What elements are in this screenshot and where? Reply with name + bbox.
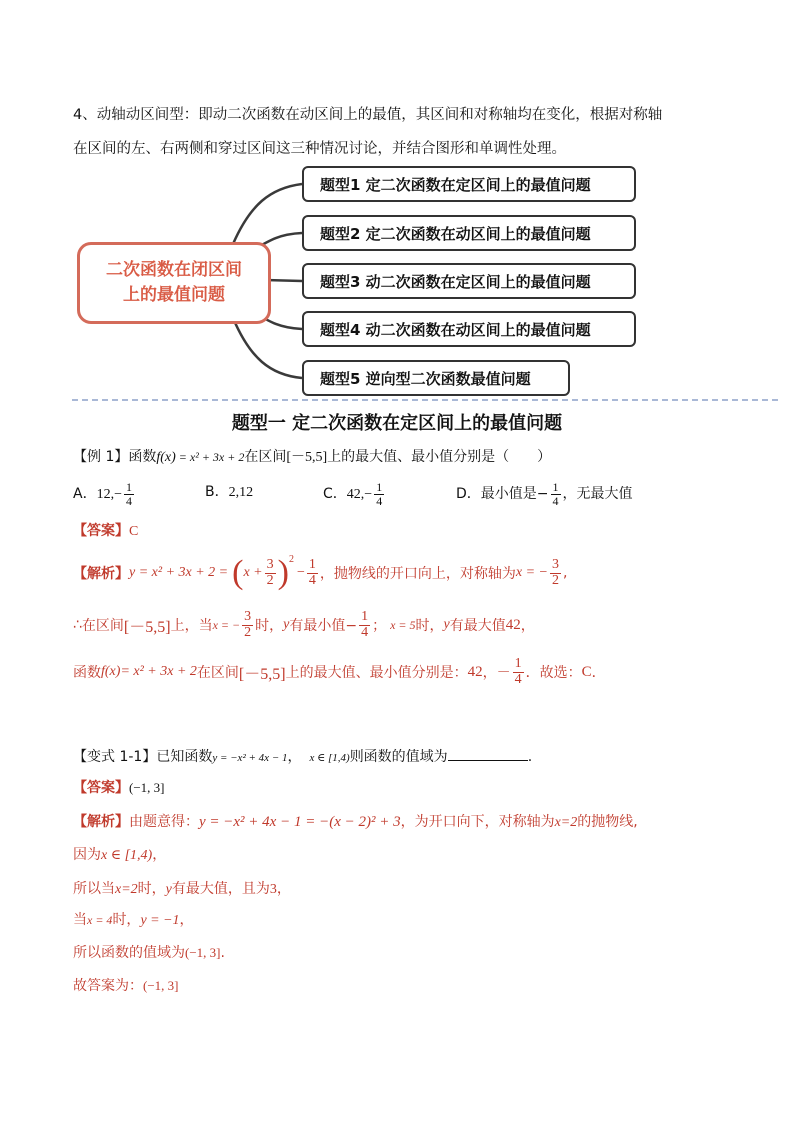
option-c-fraction [374, 481, 384, 507]
example1-analysis-line-1: 【解析】 y = x² + 3x + 2 = ( x + $\frac{3}{2}$ ) 2 − $\frac{1}{4}$ ，抛物线的开口向上，对称轴为 x = − $\frac{3}{2}$ , [73, 554, 568, 591]
analysis2-x5: x = 5 [390, 617, 416, 632]
analysis-fraction-1-4 [307, 558, 318, 588]
mindmap-branch-4: 题型4 动二次函数在动区间上的最值问题 [302, 311, 636, 347]
variant1-l2-expr: x ∈ [1,4) [101, 848, 153, 863]
answer-blank [448, 746, 528, 761]
fraction-numerator: 3 [266, 556, 274, 572]
variant1-answer [73, 777, 165, 797]
fraction-numerator: 1 [514, 655, 522, 671]
option-b-value: 2,12 [228, 485, 254, 500]
option-c-label: C． [323, 486, 347, 503]
analysis-minus: − [296, 565, 305, 580]
analysis2-text-2: 上，当 [170, 618, 213, 634]
variant1-l2-end: ， [152, 847, 167, 863]
analysis3-choice: C [581, 663, 592, 680]
analysis3-end: ． [591, 665, 606, 681]
analysis2-y: y [283, 617, 290, 632]
fraction-numerator: 1 [125, 480, 132, 494]
paren-open: ( [232, 554, 244, 591]
intro-line-2: 在区间的左、右两侧和穿过区间这三种情况讨论，并结合图形和单调性处理。 [73, 141, 566, 157]
answer-tag: 【答案】 [73, 523, 129, 539]
paren-close: ) [277, 554, 289, 591]
analysis2-fraction-3-2 [242, 610, 253, 640]
variant1-text-1: 已知函数 [156, 749, 213, 765]
variant1-comma: ， [287, 749, 302, 765]
intro-line-1: 4、动轴动区间型：即动二次函数在动区间上的最值，其区间和对称轴均在变化，根据对称轴 [73, 107, 663, 123]
option-a-fraction [124, 481, 134, 507]
option-b-label: B． [205, 484, 229, 500]
variant1-end: . [527, 749, 533, 765]
variant1-answer-value: (−1, 3] [129, 780, 165, 795]
analysis3-interval: [－5,5] [238, 665, 286, 683]
variant1-question [73, 746, 532, 766]
variant1-l1-axis: x=2 [554, 815, 578, 830]
analysis3-text-3: 上的最大值、最小值分别是： [285, 665, 468, 681]
fraction-denominator: 4 [361, 624, 369, 640]
analysis2-x: x = − [212, 617, 241, 632]
option-d-text-2: ，无最大值 [562, 486, 633, 503]
fraction-numerator: 1 [376, 480, 383, 494]
option-d-text-1: 最小值是− [480, 486, 549, 503]
mindmap-branch-5: 题型5 逆向型二次函数最值问题 [302, 360, 570, 396]
variant1-expr: y = −x² + 4x − 1 [212, 752, 288, 764]
variant1-analysis-line-5 [73, 942, 225, 962]
analysis-text-1: ，抛物线的开口向上，对称轴为 [319, 566, 516, 582]
analysis2-text-5: ； [372, 618, 387, 634]
example1-interval: [－5,5] [286, 450, 328, 465]
mindmap-center-node [77, 242, 271, 324]
variant1-l4-x: x = 4 [87, 913, 113, 927]
variant1-l3-val: 3 [269, 882, 277, 897]
example1-answer [73, 520, 138, 540]
analysis3-text-4: ．故选： [525, 665, 582, 681]
variant1-l5-end: . [220, 945, 225, 961]
variant1-l3-text-3: 有最大值，且为 [171, 881, 270, 897]
fraction-denominator: 2 [551, 572, 559, 588]
analysis3-text-1: 函数 [73, 665, 101, 681]
variant1-analysis-line-1 [73, 811, 638, 831]
analysis2-text-6: 时， [415, 618, 444, 634]
variant1-l5-text: 所以函数的值域为 [73, 945, 185, 961]
fraction-denominator: 4 [125, 493, 132, 508]
variant1-l4-text-1: 当 [73, 912, 87, 928]
fraction-denominator: 4 [376, 493, 383, 508]
variant1-analysis-tag: 【解析】 [73, 814, 129, 830]
section-title: 题型一 定二次函数在定区间上的最值问题 [231, 413, 563, 434]
mindmap-center-line-1: 二次函数在闭区间 [106, 260, 242, 281]
option-c-value: 42,− [346, 487, 373, 503]
example1-func-expr: = x² + 3x + 2 [175, 450, 245, 464]
option-a-label: A． [73, 486, 97, 503]
example1-interval-word: 在区间 [244, 449, 287, 465]
fraction-numerator: 1 [552, 480, 559, 494]
fraction-numerator: 1 [361, 608, 369, 624]
fraction-denominator: 2 [244, 624, 252, 640]
example1-tag: 【例 1】 [73, 449, 129, 465]
fraction-denominator: 4 [514, 671, 522, 687]
option-d-fraction [551, 481, 561, 507]
example1-func-f: f [156, 450, 161, 465]
variant1-l4-y: y = −1 [140, 913, 180, 928]
analysis3-expr: = x² + 3x + 2 [120, 664, 197, 679]
analysis3-fraction-1-4 [513, 657, 524, 687]
option-b [205, 481, 253, 501]
analysis-axis: x = − [515, 565, 548, 580]
variant1-text-2: 则函数的值域为 [349, 749, 448, 765]
section-divider [72, 399, 778, 401]
example1-options [73, 473, 733, 513]
variant1-analysis-line-6 [73, 975, 179, 995]
option-d-label: D． [456, 486, 481, 503]
variant1-answer-tag: 【答案】 [73, 780, 129, 796]
example1-analysis-line-3 [73, 650, 606, 694]
variant1-l3-text-1: 所以当 [73, 881, 115, 897]
example1-func-paren: (x) [160, 450, 176, 465]
variant1-l2-text: 因为 [73, 847, 101, 863]
analysis-fraction-3-2 [265, 558, 276, 588]
analysis2-text-4: 有最小值− [289, 618, 358, 634]
example1-lead: 函数 [128, 449, 157, 465]
variant1-l1-text-3: 的抛物线, [577, 814, 638, 830]
analysis3-val-1: 42 [467, 663, 483, 680]
analysis3-comma: ，－ [482, 665, 511, 681]
example1-analysis-line-2 [73, 602, 535, 648]
fraction-denominator: 2 [266, 572, 274, 588]
mindmap-branch-2: 题型2 定二次函数在动区间上的最值问题 [302, 215, 636, 251]
analysis2-text-7: 有最大值 [449, 618, 506, 634]
fraction-numerator: 3 [551, 556, 559, 572]
analysis2-fraction-1-4 [359, 610, 370, 640]
variant1-l3-end: ， [276, 881, 291, 897]
mindmap-center-line-2: 上的最值问题 [123, 285, 225, 305]
fraction-numerator: 1 [308, 556, 316, 572]
option-c [323, 481, 386, 507]
variant1-l3-x: x=2 [115, 882, 138, 897]
variant1-l4-end: ， [179, 912, 194, 928]
analysis2-interval: [－5,5] [123, 618, 171, 636]
option-d [456, 481, 633, 507]
analysis-square: 2 [288, 554, 294, 565]
fraction-numerator: 3 [244, 608, 252, 624]
variant1-tag: 【变式 1-1】 [73, 749, 157, 765]
analysis3-text-2: 在区间 [196, 665, 239, 681]
variant1-l6-text: 故答案为： [73, 978, 143, 994]
variant1-l3-y: y [165, 882, 172, 897]
fraction-denominator: 4 [552, 493, 559, 508]
mindmap-branch-3: 题型3 动二次函数在定区间上的最值问题 [302, 263, 636, 299]
analysis-axis-fraction [550, 558, 561, 588]
analysis-tag: 【解析】 [73, 566, 129, 582]
analysis2-y2: y [443, 617, 450, 632]
analysis3-f: f [101, 664, 105, 679]
variant1-analysis-line-2 [73, 844, 166, 864]
variant1-analysis-line-3 [73, 878, 291, 898]
analysis3-paren: (x) [104, 664, 121, 679]
answer-value: C [129, 524, 139, 539]
analysis2-end: ， [520, 618, 535, 634]
example1-question [73, 446, 551, 466]
analysis-expr-1: y = x² + 3x + 2 = [129, 565, 229, 580]
analysis-expr-2: x + [243, 565, 263, 580]
variant1-l3-text-2: 时， [137, 881, 166, 897]
variant1-l4-text-2: 时， [112, 912, 141, 928]
analysis2-text-1: 在区间 [81, 618, 124, 634]
variant1-analysis-line-4 [73, 909, 194, 929]
variant1-l1-text-2: ，为开口向下，对称轴为 [400, 814, 555, 830]
variant1-l5-val: (−1, 3] [185, 945, 221, 960]
variant1-l1-text-1: 由题意得： [129, 814, 199, 830]
mindmap-branch-1: 题型1 定二次函数在定区间上的最值问题 [302, 166, 636, 202]
variant1-domain: x ∈ [1,4) [309, 752, 350, 764]
fraction-denominator: 4 [308, 572, 316, 588]
option-a [73, 481, 136, 507]
therefore-symbol: ∴ [73, 617, 82, 633]
analysis2-max: 42 [505, 616, 521, 633]
example1-question-text: 上的最大值、最小值分别是（ ） [327, 449, 552, 465]
variant1-l6-val: (−1, 3] [143, 978, 179, 993]
option-a-value: 12,− [96, 487, 122, 503]
variant1-l1-expr: y = −x² + 4x − 1 = −(x − 2)² + 3 [199, 814, 401, 830]
analysis2-text-3: 时， [255, 618, 284, 634]
